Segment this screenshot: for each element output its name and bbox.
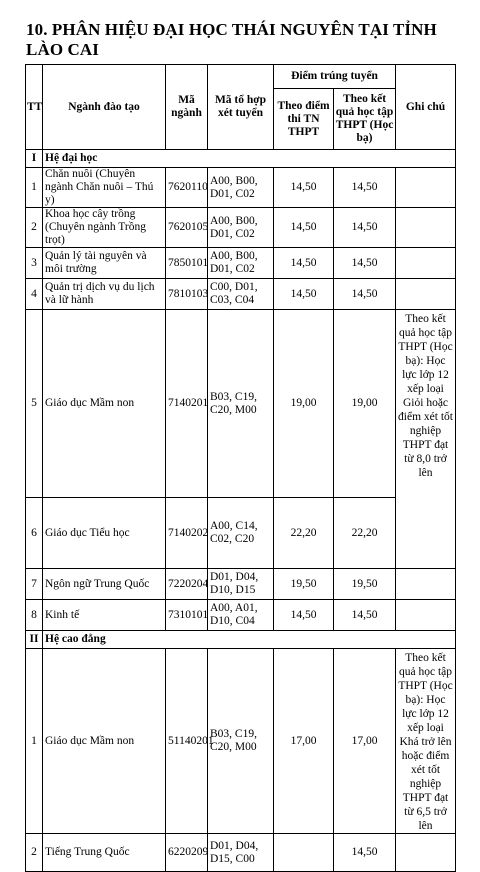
table-row <box>26 168 456 208</box>
row-name: Giáo dục Mầm non <box>43 310 166 498</box>
row-score-thpt: 14,50 <box>274 168 334 208</box>
row-score-hocba: 17,00 <box>334 649 396 834</box>
row-code: 7140201 <box>166 310 208 498</box>
row-tt: 3 <box>26 248 43 279</box>
page-title: 10. PHÂN HIỆU ĐẠI HỌC THÁI NGUYÊN TẠI TỈNH LÀO CAI <box>26 20 437 59</box>
row-combos: A00, B00, D01, C02 <box>208 208 274 248</box>
col-nganh-header: Ngành đào tạo <box>43 65 166 150</box>
row-tt: 7 <box>26 569 43 600</box>
row-score-thpt <box>274 834 334 872</box>
row-score-thpt: 22,20 <box>274 498 334 569</box>
header-row <box>26 65 456 89</box>
col-to-hop-header: Mã tổ hợp xét tuyển <box>208 65 274 150</box>
row-note <box>396 834 456 872</box>
row-score-hocba: 14,50 <box>334 834 396 872</box>
col-tt-header: TT <box>26 65 43 150</box>
row-tt: 2 <box>26 208 43 248</box>
row-combos: A00, B00, D01, C02 <box>208 248 274 279</box>
row-code: 7850101 <box>166 248 208 279</box>
table-row <box>26 310 456 498</box>
row-note <box>396 168 456 208</box>
row-score-thpt: 14,50 <box>274 600 334 631</box>
admission-table <box>25 64 456 872</box>
row-tt: 5 <box>26 310 43 498</box>
table-row <box>26 248 456 279</box>
row-note: Theo kết quả học tập THPT (Học bạ): Học lực lớp 12 xếp loại Giỏi hoặc điểm xét tốt nghiệp THPT đạt từ 8,0 trở lên <box>396 310 456 569</box>
col-diem-header: Điểm trúng tuyển <box>274 65 396 89</box>
row-score-thpt: 17,00 <box>274 649 334 834</box>
table-row <box>26 279 456 310</box>
section-tt: I <box>26 150 43 168</box>
row-score-hocba: 14,50 <box>334 279 396 310</box>
row-name: Quản lý tài nguyên và môi trường <box>43 248 166 279</box>
row-name: Chăn nuôi (Chuyên ngành Chăn nuôi – Thú y) <box>43 168 166 208</box>
table-row <box>26 569 456 600</box>
section-name: Hệ cao đẳng <box>43 631 456 649</box>
row-tt: 4 <box>26 279 43 310</box>
row-note <box>396 279 456 310</box>
row-combos: C00, D01, C03, C04 <box>208 279 274 310</box>
row-code: 7140202 <box>166 498 208 569</box>
row-tt: 2 <box>26 834 43 872</box>
row-name: Ngôn ngữ Trung Quốc <box>43 569 166 600</box>
row-code: 7620110 <box>166 168 208 208</box>
table-row <box>26 834 456 872</box>
row-score-hocba: 19,00 <box>334 310 396 498</box>
col-thpt-header: Theo điểm thi TN THPT <box>274 89 334 150</box>
section-row <box>26 150 456 168</box>
row-score-hocba: 14,50 <box>334 600 396 631</box>
row-combos: A00, C14, C02, C20 <box>208 498 274 569</box>
table-row <box>26 649 456 834</box>
row-combos: B03, C19, C20, M00 <box>208 649 274 834</box>
table-row <box>26 208 456 248</box>
row-name: Giáo dục Tiểu học <box>43 498 166 569</box>
row-combos: D01, D04, D10, D15 <box>208 569 274 600</box>
row-tt: 1 <box>26 168 43 208</box>
row-score-thpt: 19,50 <box>274 569 334 600</box>
row-code: 7220204 <box>166 569 208 600</box>
row-note <box>396 569 456 600</box>
row-code: 7810103 <box>166 279 208 310</box>
row-note <box>396 248 456 279</box>
section-name: Hệ đại học <box>43 150 456 168</box>
row-combos: B03, C19, C20, M00 <box>208 310 274 498</box>
row-note: Theo kết quả học tập THPT (Học bạ): Học lực lớp 12 xếp loại Khá trở lên hoặc điểm xét tốt nghiệp THPT đạt từ 6,5 trở lên <box>396 649 456 834</box>
section-row <box>26 631 456 649</box>
row-combos: A00, A01, D10, C04 <box>208 600 274 631</box>
row-name: Tiếng Trung Quốc <box>43 834 166 872</box>
section-tt: II <box>26 631 43 649</box>
row-score-thpt: 14,50 <box>274 279 334 310</box>
row-name: Giáo dục Mầm non <box>43 649 166 834</box>
row-code: 7620105 <box>166 208 208 248</box>
row-score-hocba: 14,50 <box>334 168 396 208</box>
col-hocba-header: Theo kết quả học tập THPT (Học bạ) <box>334 89 396 150</box>
table-row <box>26 498 456 569</box>
row-code: 6220209 <box>166 834 208 872</box>
row-note <box>396 208 456 248</box>
row-score-hocba: 22,20 <box>334 498 396 569</box>
row-score-thpt: 19,00 <box>274 310 334 498</box>
col-ghi-chu-header: Ghi chú <box>396 65 456 150</box>
row-note <box>396 600 456 631</box>
row-code: 51140201 <box>166 649 208 834</box>
row-combos: D01, D04, D15, C00 <box>208 834 274 872</box>
row-name: Khoa học cây trồng (Chuyên ngành Trồng trọt) <box>43 208 166 248</box>
row-name: Kinh tế <box>43 600 166 631</box>
row-score-hocba: 19,50 <box>334 569 396 600</box>
row-score-thpt: 14,50 <box>274 208 334 248</box>
col-ma-nganh-header: Mã ngành <box>166 65 208 150</box>
row-tt: 6 <box>26 498 43 569</box>
table-row <box>26 600 456 631</box>
row-score-thpt: 14,50 <box>274 248 334 279</box>
row-score-hocba: 14,50 <box>334 208 396 248</box>
row-tt: 8 <box>26 600 43 631</box>
row-name: Quản trị dịch vụ du lịch và lữ hành <box>43 279 166 310</box>
row-combos: A00, B00, D01, C02 <box>208 168 274 208</box>
row-tt: 1 <box>26 649 43 834</box>
row-code: 7310101 <box>166 600 208 631</box>
row-score-hocba: 14,50 <box>334 248 396 279</box>
